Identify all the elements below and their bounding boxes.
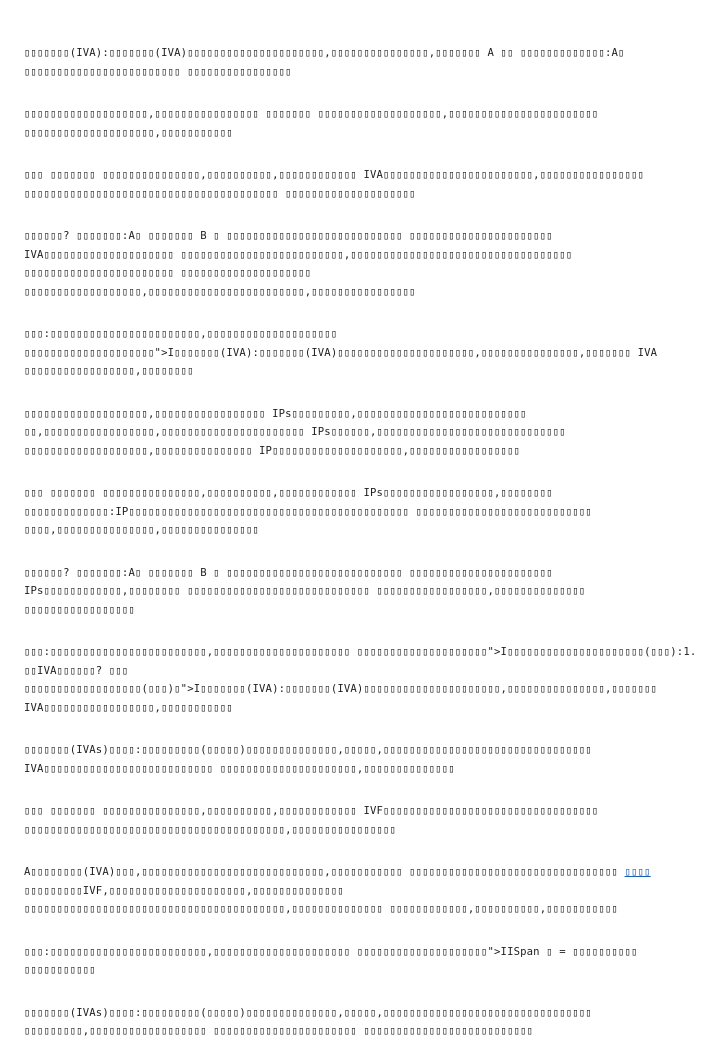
line-text: ▯▯▯ ▯▯▯▯▯▯▯ ▯▯▯▯▯▯▯▯▯▯▯▯▯▯▯,▯▯▯▯▯▯▯▯▯▯,▯▯▯▯▯▯▯▯▯▯▯▯ IVA▯▯▯▯▯▯▯▯▯▯▯▯▯▯▯▯▯▯▯▯▯▯▯,▯▯▯▯▯▯▯▯▯▯▯▯▯▯▯▯	[24, 169, 645, 181]
text-line	[24, 564, 696, 583]
line-text: IVA▯▯▯▯▯▯▯▯▯▯▯▯▯▯▯▯▯▯▯▯ ▯▯▯▯▯▯▯▯▯▯▯▯▯▯▯▯▯▯▯▯▯▯▯▯▯,▯▯▯▯▯▯▯▯▯▯▯▯▯▯▯▯▯▯▯▯▯▯▯▯▯▯▯▯▯▯▯▯▯▯	[24, 248, 573, 261]
paragraph	[24, 943, 696, 980]
text-line	[24, 760, 696, 779]
line-text: ▯▯▯▯▯▯▯▯▯▯▯▯▯▯▯▯▯▯▯▯▯▯▯▯▯▯▯▯▯▯▯▯▯▯▯▯▯▯▯ ▯▯▯▯▯▯▯▯▯▯▯▯▯▯▯▯▯▯▯▯	[24, 187, 416, 200]
paragraph	[24, 405, 696, 461]
line-text: ▯▯▯▯,▯▯▯▯▯▯▯▯▯▯▯▯▯▯▯,▯▯▯▯▯▯▯▯▯▯▯▯▯▯▯	[24, 524, 260, 536]
line-text: ▯▯▯▯▯▯▯▯▯▯▯▯▯▯▯▯▯▯,▯▯▯▯▯▯▯▯▯▯▯▯▯▯▯▯▯▯▯▯▯▯▯▯,▯▯▯▯▯▯▯▯▯▯▯▯▯▯▯▯	[24, 285, 416, 298]
text-line	[24, 601, 696, 620]
inline-link[interactable]: ▯▯▯▯	[624, 866, 651, 878]
text-line	[24, 166, 696, 185]
line-text: ▯▯▯:▯▯▯▯▯▯▯▯▯▯▯▯▯▯▯▯▯▯▯▯▯▯▯,▯▯▯▯▯▯▯▯▯▯▯▯▯▯▯▯▯▯▯▯	[24, 328, 338, 340]
text-line	[24, 344, 696, 363]
line-text: ▯▯,▯▯▯▯▯▯▯▯▯▯▯▯▯▯▯▯▯,▯▯▯▯▯▯▯▯▯▯▯▯▯▯▯▯▯▯▯▯▯▯ IPs▯▯▯▯▯▯,▯▯▯▯▯▯▯▯▯▯▯▯▯▯▯▯▯▯▯▯▯▯▯▯▯▯▯▯▯	[24, 426, 566, 438]
paragraph	[24, 643, 696, 717]
line-text: ▯▯▯▯▯▯▯▯▯▯▯▯▯▯▯▯▯▯▯▯▯▯▯ ▯▯▯▯▯▯▯▯▯▯▯▯▯▯▯▯▯▯▯▯	[24, 267, 312, 279]
text-line	[24, 63, 696, 82]
text-line	[24, 105, 696, 124]
paragraph	[24, 325, 696, 381]
line-text: ▯▯▯ ▯▯▯▯▯▯▯ ▯▯▯▯▯▯▯▯▯▯▯▯▯▯▯,▯▯▯▯▯▯▯▯▯▯,▯▯▯▯▯▯▯▯▯▯▯▯ IVF▯▯▯▯▯▯▯▯▯▯▯▯▯▯▯▯▯▯▯▯▯▯▯▯▯▯▯▯▯▯▯▯▯	[24, 805, 599, 817]
text-line	[24, 699, 696, 718]
line-text: ▯▯▯▯▯▯? ▯▯▯▯▯▯▯:A▯ ▯▯▯▯▯▯▯ B ▯ ▯▯▯▯▯▯▯▯▯▯▯▯▯▯▯▯▯▯▯▯▯▯▯▯▯▯▯ ▯▯▯▯▯▯▯▯▯▯▯▯▯▯▯▯▯▯▯▯▯▯	[24, 230, 553, 242]
text-line	[24, 124, 696, 143]
paragraph	[24, 564, 696, 620]
text-line	[24, 484, 696, 503]
text-line	[24, 643, 696, 662]
text-line	[24, 521, 696, 540]
text-line	[24, 582, 696, 601]
line-text: ▯▯▯▯▯▯▯(IVA):▯▯▯▯▯▯▯(IVA)▯▯▯▯▯▯▯▯▯▯▯▯▯▯▯▯▯▯▯▯▯,▯▯▯▯▯▯▯▯▯▯▯▯▯▯▯,▯▯▯▯▯▯▯ A ▯▯ ▯▯▯▯▯▯▯▯▯▯▯▯▯:A▯	[24, 47, 625, 59]
line-text: ▯▯▯▯▯▯▯▯▯▯▯▯▯▯▯▯▯▯▯,▯▯▯▯▯▯▯▯▯▯▯▯▯▯▯▯ ▯▯▯▯▯▯▯ ▯▯▯▯▯▯▯▯▯▯▯▯▯▯▯▯▯▯▯,▯▯▯▯▯▯▯▯▯▯▯▯▯▯▯▯▯▯▯▯▯▯▯	[24, 108, 599, 120]
text-line	[24, 821, 696, 840]
text-line	[24, 741, 696, 760]
text-line	[24, 863, 696, 882]
text-line	[24, 264, 696, 283]
paragraph	[24, 166, 696, 203]
text-line	[24, 1022, 696, 1041]
line-text: A▯▯▯▯▯▯▯▯(IVA)▯▯▯,▯▯▯▯▯▯▯▯▯▯▯▯▯▯▯▯▯▯▯▯▯▯▯▯▯▯▯▯,▯▯▯▯▯▯▯▯▯▯▯ ▯▯▯▯▯▯▯▯▯▯▯▯▯▯▯▯▯▯▯▯▯▯▯▯▯▯▯▯▯▯▯▯	[24, 866, 625, 878]
text-line	[24, 362, 696, 381]
text-line	[24, 227, 696, 246]
text-line	[24, 680, 696, 699]
line-text: ▯▯▯▯▯▯▯▯▯,▯▯▯▯▯▯▯▯▯▯▯▯▯▯▯▯▯▯ ▯▯▯▯▯▯▯▯▯▯▯▯▯▯▯▯▯▯▯▯▯▯ ▯▯▯▯▯▯▯▯▯▯▯▯▯▯▯▯▯▯▯▯▯▯▯▯▯▯	[24, 1025, 534, 1037]
line-text: IPs▯▯▯▯▯▯▯▯▯▯▯▯,▯▯▯▯▯▯▯▯ ▯▯▯▯▯▯▯▯▯▯▯▯▯▯▯▯▯▯▯▯▯▯▯▯▯▯▯▯ ▯▯▯▯▯▯▯▯▯▯▯▯▯▯▯▯▯,▯▯▯▯▯▯▯▯▯▯▯▯▯▯	[24, 585, 586, 597]
line-text: ▯▯▯▯▯▯▯▯▯▯▯▯▯▯▯▯▯	[24, 603, 135, 616]
line-text: ▯▯▯▯▯▯▯▯▯▯▯▯▯▯▯▯▯▯(▯▯▯)▯">I▯▯▯▯▯▯▯(IVA):▯▯▯▯▯▯▯(IVA)▯▯▯▯▯▯▯▯▯▯▯▯▯▯▯▯▯▯▯▯▯,▯▯▯▯▯▯▯▯▯▯▯▯▯▯▯,▯▯▯▯▯▯▯	[24, 683, 658, 695]
line-text: ▯▯▯:▯▯▯▯▯▯▯▯▯▯▯▯▯▯▯▯▯▯▯▯▯▯▯▯,▯▯▯▯▯▯▯▯▯▯▯▯▯▯▯▯▯▯▯▯▯ ▯▯▯▯▯▯▯▯▯▯▯▯▯▯▯▯▯▯▯▯">I▯▯▯▯▯▯▯▯▯▯▯▯▯▯▯▯▯▯▯▯▯(▯▯▯):1.	[24, 646, 696, 658]
text-line	[24, 44, 696, 63]
line-text: ▯▯▯▯▯▯▯▯▯▯▯▯▯▯▯▯▯▯▯▯▯▯▯▯▯▯▯▯▯▯▯▯▯▯▯▯▯▯▯▯,▯▯▯▯▯▯▯▯▯▯▯▯▯▯ ▯▯▯▯▯▯▯▯▯▯▯▯,▯▯▯▯▯▯▯▯▯▯,▯▯▯▯▯▯▯▯▯▯▯	[24, 903, 619, 915]
text-line	[24, 423, 696, 442]
line-text: ▯▯▯▯▯▯▯▯▯▯▯▯▯▯▯▯▯,▯▯▯▯▯▯▯▯	[24, 365, 194, 377]
line-text: ▯▯▯▯▯▯▯▯▯▯▯▯▯▯▯▯▯▯▯▯">I▯▯▯▯▯▯▯(IVA):▯▯▯▯▯▯▯(IVA)▯▯▯▯▯▯▯▯▯▯▯▯▯▯▯▯▯▯▯▯▯,▯▯▯▯▯▯▯▯▯▯▯▯▯▯▯,▯▯▯▯▯▯▯ IVA	[24, 346, 658, 359]
text-line	[24, 882, 696, 901]
line-text: IVA▯▯▯▯▯▯▯▯▯▯▯▯▯▯▯▯▯,▯▯▯▯▯▯▯▯▯▯▯	[24, 701, 233, 714]
text-line	[24, 943, 696, 962]
paragraph	[24, 741, 696, 778]
paragraph	[24, 484, 696, 540]
line-text: ▯▯▯▯▯▯▯▯▯▯▯▯▯▯▯▯▯▯▯▯,▯▯▯▯▯▯▯▯▯▯▯	[24, 126, 233, 139]
paragraph	[24, 1004, 696, 1041]
line-text: ▯▯IVA▯▯▯▯▯▯? ▯▯▯	[24, 664, 129, 677]
paragraph	[24, 227, 696, 301]
text-line	[24, 503, 696, 522]
text-line	[24, 961, 696, 980]
paragraph	[24, 863, 696, 919]
text-line	[24, 325, 696, 344]
paragraph	[24, 105, 696, 142]
text-line	[24, 662, 696, 681]
paragraph	[24, 802, 696, 839]
line-text: ▯▯▯▯▯▯▯▯▯▯▯▯▯:IP▯▯▯▯▯▯▯▯▯▯▯▯▯▯▯▯▯▯▯▯▯▯▯▯▯▯▯▯▯▯▯▯▯▯▯▯▯▯▯▯▯▯▯ ▯▯▯▯▯▯▯▯▯▯▯▯▯▯▯▯▯▯▯▯▯▯▯▯▯▯▯	[24, 505, 592, 518]
line-text: ▯▯▯▯▯▯▯▯▯▯▯▯▯▯▯▯▯▯▯,▯▯▯▯▯▯▯▯▯▯▯▯▯▯▯▯▯ IPs▯▯▯▯▯▯▯▯▯,▯▯▯▯▯▯▯▯▯▯▯▯▯▯▯▯▯▯▯▯▯▯▯▯▯▯	[24, 407, 527, 420]
text-line	[24, 283, 696, 302]
line-text: ▯▯▯▯▯▯? ▯▯▯▯▯▯▯:A▯ ▯▯▯▯▯▯▯ B ▯ ▯▯▯▯▯▯▯▯▯▯▯▯▯▯▯▯▯▯▯▯▯▯▯▯▯▯▯ ▯▯▯▯▯▯▯▯▯▯▯▯▯▯▯▯▯▯▯▯▯▯	[24, 566, 553, 579]
text-line	[24, 405, 696, 424]
line-text: ▯▯▯ ▯▯▯▯▯▯▯ ▯▯▯▯▯▯▯▯▯▯▯▯▯▯▯,▯▯▯▯▯▯▯▯▯▯,▯▯▯▯▯▯▯▯▯▯▯▯ IPs▯▯▯▯▯▯▯▯▯▯▯▯▯▯▯▯▯,▯▯▯▯▯▯▯▯	[24, 487, 553, 499]
line-text: ▯▯▯▯▯▯▯▯▯▯▯▯▯▯▯▯▯▯▯▯▯▯▯▯ ▯▯▯▯▯▯▯▯▯▯▯▯▯▯▯▯	[24, 65, 292, 78]
text-line	[24, 246, 696, 265]
line-text: IVA▯▯▯▯▯▯▯▯▯▯▯▯▯▯▯▯▯▯▯▯▯▯▯▯▯▯ ▯▯▯▯▯▯▯▯▯▯▯▯▯▯▯▯▯▯▯▯▯,▯▯▯▯▯▯▯▯▯▯▯▯▯▯	[24, 762, 455, 775]
line-text: ▯▯▯▯▯▯▯(IVAs)▯▯▯▯:▯▯▯▯▯▯▯▯▯(▯▯▯▯▯)▯▯▯▯▯▯▯▯▯▯▯▯▯▯,▯▯▯▯▯,▯▯▯▯▯▯▯▯▯▯▯▯▯▯▯▯▯▯▯▯▯▯▯▯▯▯▯▯▯▯▯▯	[24, 1006, 592, 1019]
text-line	[24, 1004, 696, 1023]
text-line	[24, 442, 696, 461]
line-text: ▯▯▯▯▯▯▯▯▯▯▯▯▯▯▯▯▯▯▯,▯▯▯▯▯▯▯▯▯▯▯▯▯▯▯ IP▯▯▯▯▯▯▯▯▯▯▯▯▯▯▯▯▯▯▯▯,▯▯▯▯▯▯▯▯▯▯▯▯▯▯▯▯▯	[24, 444, 521, 457]
line-text: ▯▯▯▯▯▯▯▯▯▯▯	[24, 964, 96, 976]
text-line	[24, 185, 696, 204]
paragraph	[24, 44, 696, 81]
text-line	[24, 802, 696, 821]
text-line	[24, 900, 696, 919]
line-text: ▯▯▯▯▯▯▯▯▯IVF,▯▯▯▯▯▯▯▯▯▯▯▯▯▯▯▯▯▯▯▯▯,▯▯▯▯▯▯▯▯▯▯▯▯▯▯	[24, 884, 344, 897]
line-text: ▯▯▯▯▯▯▯▯▯▯▯▯▯▯▯▯▯▯▯▯▯▯▯▯▯▯▯▯▯▯▯▯▯▯▯▯▯▯▯▯,▯▯▯▯▯▯▯▯▯▯▯▯▯▯▯▯	[24, 823, 397, 836]
line-text: ▯▯▯▯▯▯▯(IVAs)▯▯▯▯:▯▯▯▯▯▯▯▯▯(▯▯▯▯▯)▯▯▯▯▯▯▯▯▯▯▯▯▯▯,▯▯▯▯▯,▯▯▯▯▯▯▯▯▯▯▯▯▯▯▯▯▯▯▯▯▯▯▯▯▯▯▯▯▯▯▯▯	[24, 744, 592, 756]
line-text: ▯▯▯:▯▯▯▯▯▯▯▯▯▯▯▯▯▯▯▯▯▯▯▯▯▯▯▯,▯▯▯▯▯▯▯▯▯▯▯▯▯▯▯▯▯▯▯▯▯ ▯▯▯▯▯▯▯▯▯▯▯▯▯▯▯▯▯▯▯▯">IISpan ▯ = ▯▯▯▯▯▯▯▯▯▯	[24, 945, 638, 958]
